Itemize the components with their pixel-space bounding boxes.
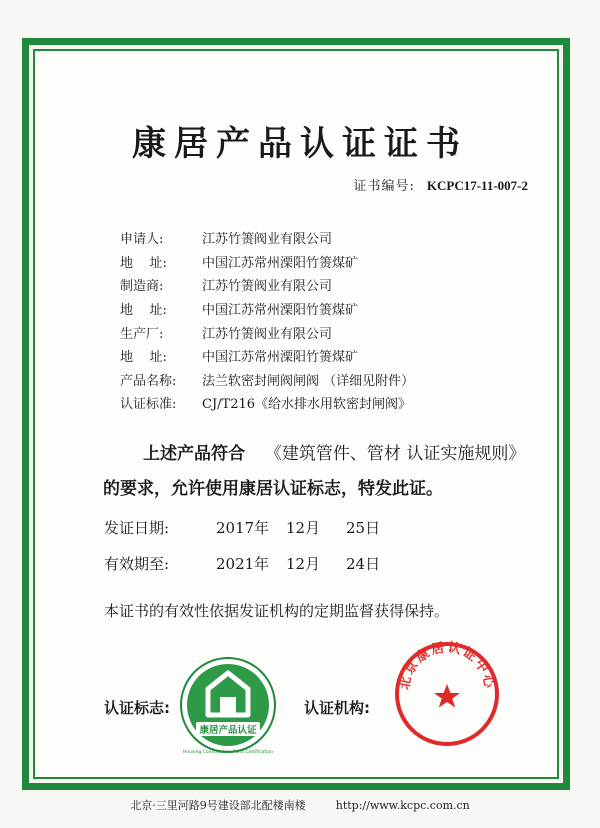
- info-value: 江苏竹箦阀业有限公司: [202, 232, 333, 247]
- info-label: 制造商:: [120, 279, 164, 294]
- statement-line-1: [143, 439, 525, 464]
- info-label: 申请人:: [120, 232, 164, 247]
- info-row-applicant: [120, 230, 332, 250]
- info-row-manufacturer-address: [120, 301, 358, 321]
- info-row-applicant-address: [120, 254, 358, 274]
- issue-date-day: 25日: [346, 519, 381, 537]
- expiry-date-year: 2021年: [216, 555, 270, 573]
- info-row-manufacturer: [120, 277, 332, 297]
- info-label: 认证标准:: [120, 397, 177, 412]
- logo-subtext: Housing Construction Parts Certification: [183, 750, 273, 755]
- certification-body-label: 认证机构:: [304, 699, 370, 717]
- expiry-date-day: 24日: [346, 555, 381, 573]
- expiry-date-month: 12月: [286, 555, 321, 573]
- info-value: 江苏竹箦阀业有限公司: [202, 327, 333, 342]
- statement-rule: 《建筑管件、管材 认证实施规则》: [264, 444, 526, 464]
- issue-date-label: 发证日期:: [104, 519, 170, 537]
- info-label: 生产厂:: [120, 327, 164, 342]
- info-row-standard: [120, 395, 411, 415]
- info-value: 中国江苏常州溧阳竹箦煤矿: [202, 303, 359, 318]
- certificate-number-label: 证书编号:: [353, 179, 415, 194]
- info-label: 产品名称:: [120, 374, 177, 389]
- footer-website: http://www.kcpc.com.cn: [335, 799, 470, 812]
- info-value: 中国江苏常州溧阳竹箦煤矿: [202, 350, 359, 365]
- info-value: CJ/T216《给水排水用软密封闸阀》: [202, 397, 412, 412]
- info-label: 地 址:: [120, 256, 167, 271]
- svg-text:北京康居认证中心: [397, 640, 497, 691]
- issue-date-month: 12月: [286, 519, 321, 537]
- info-label: 地 址:: [120, 303, 167, 318]
- expiry-date-label: 有效期至:: [104, 555, 170, 573]
- seal-text: 北京康居认证中心: [397, 640, 497, 692]
- certificate-number: [354, 175, 529, 194]
- statement-line-2: 的要求，允许使用康居认证标志，特发此证。: [103, 479, 443, 499]
- footer-address: 北京·三里河路9号建设部北配楼南楼: [130, 799, 306, 812]
- certificate-title: 康居产品认证证书: [132, 124, 468, 164]
- info-value: 中国江苏常州溧阳竹箦煤矿: [202, 256, 359, 271]
- validity-note: 本证书的有效性依据发证机构的定期监督获得保持。: [104, 602, 450, 620]
- footer: [0, 797, 600, 813]
- info-value: 法兰软密封闸阀闸阀 （详细见附件）: [202, 374, 415, 389]
- certification-mark-logo: [178, 655, 278, 760]
- info-row-factory-address: [120, 348, 358, 368]
- statement-prefix: 上述产品符合: [143, 444, 245, 464]
- info-value: 江苏竹箦阀业有限公司: [202, 279, 333, 294]
- info-label: 地 址:: [120, 350, 167, 365]
- info-row-product-name: [120, 372, 414, 392]
- logo-text: 康居产品认证: [199, 725, 257, 736]
- info-row-factory: [120, 325, 332, 345]
- seal-star-icon: [434, 684, 460, 708]
- official-seal: [393, 640, 501, 748]
- certification-mark-label: 认证标志:: [104, 699, 170, 717]
- issue-date-year: 2017年: [216, 519, 270, 537]
- certificate-number-value: KCPC17-11-007-2: [426, 178, 528, 193]
